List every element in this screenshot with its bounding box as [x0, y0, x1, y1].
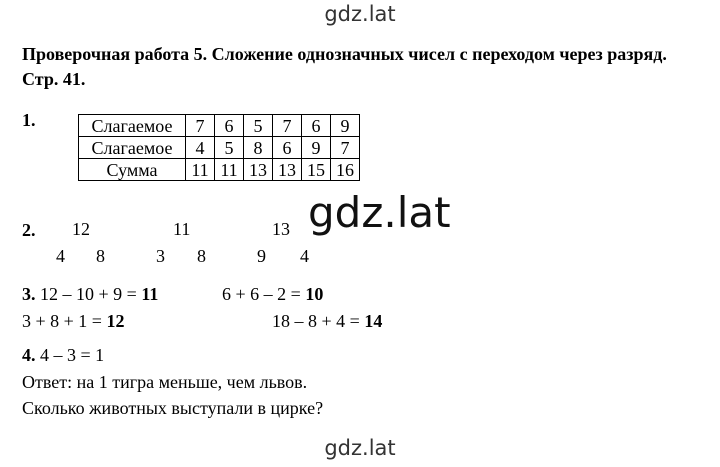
result: 11	[141, 284, 159, 304]
tree-part: 3	[156, 246, 165, 266]
table-cell: 9	[302, 137, 331, 159]
expression: 12 – 10 + 9 =	[40, 284, 137, 304]
tree-part: 4	[300, 246, 309, 266]
table-cell: 7	[331, 137, 360, 159]
table-cell: 6	[302, 115, 331, 137]
table-cell: 11	[215, 159, 244, 181]
table-cell: 6	[273, 137, 302, 159]
table-row	[79, 115, 360, 137]
table-row	[79, 159, 360, 181]
row-label: Сумма	[79, 159, 186, 181]
task-4-line-1	[22, 345, 104, 366]
task-3-expr-4	[272, 311, 382, 332]
table-cell: 7	[273, 115, 302, 137]
watermark-center: gdz.lat	[308, 188, 451, 237]
row-label: Слагаемое	[79, 137, 186, 159]
expression: 6 + 6 – 2 =	[222, 284, 301, 304]
table-cell: 5	[215, 137, 244, 159]
tree-top-1: 12	[72, 219, 90, 239]
expression: 3 + 8 + 1 =	[22, 311, 102, 331]
tree-top-3: 13	[272, 219, 290, 239]
watermark-top: gdz.lat	[324, 2, 396, 26]
task-2-number: 2.	[22, 220, 36, 240]
task-3-expr-3	[22, 311, 124, 332]
table-cell: 4	[186, 137, 215, 159]
table-cell: 5	[244, 115, 273, 137]
table-cell: 13	[244, 159, 273, 181]
task-3-line-1	[22, 284, 158, 305]
expression: 18 – 8 + 4 =	[272, 311, 360, 331]
expression: 4 – 3 = 1	[40, 345, 105, 365]
task-4-question: Сколько животных выступали в цирке?	[22, 398, 324, 418]
sum-table	[78, 114, 360, 181]
table-cell: 11	[186, 159, 215, 181]
tree-part: 8	[96, 246, 105, 266]
row-label: Слагаемое	[79, 115, 186, 137]
task-3-expr-2	[222, 284, 323, 305]
table-cell: 15	[302, 159, 331, 181]
table-cell: 8	[244, 137, 273, 159]
table-cell: 13	[273, 159, 302, 181]
result: 12	[106, 311, 125, 331]
task-4-answer: Ответ: на 1 тигра меньше, чем львов.	[22, 372, 308, 392]
table-cell: 6	[215, 115, 244, 137]
table-cell: 16	[331, 159, 360, 181]
table-row	[79, 137, 360, 159]
tree-top-2: 11	[173, 219, 191, 239]
page-title: Проверочная работа 5. Сложение однозначных чисел с переходом через разряд. Стр. 41.	[22, 44, 667, 89]
task-4-number: 4.	[22, 345, 36, 365]
task-3-number: 3.	[22, 284, 36, 304]
tree-part: 8	[197, 246, 206, 266]
result: 10	[305, 284, 324, 304]
watermark-bottom: gdz.lat	[324, 436, 396, 460]
table-cell: 7	[186, 115, 215, 137]
tree-part: 9	[257, 246, 266, 266]
table-cell: 9	[331, 115, 360, 137]
task-1-number: 1.	[22, 110, 36, 130]
result: 14	[364, 311, 383, 331]
tree-part: 4	[56, 246, 65, 266]
